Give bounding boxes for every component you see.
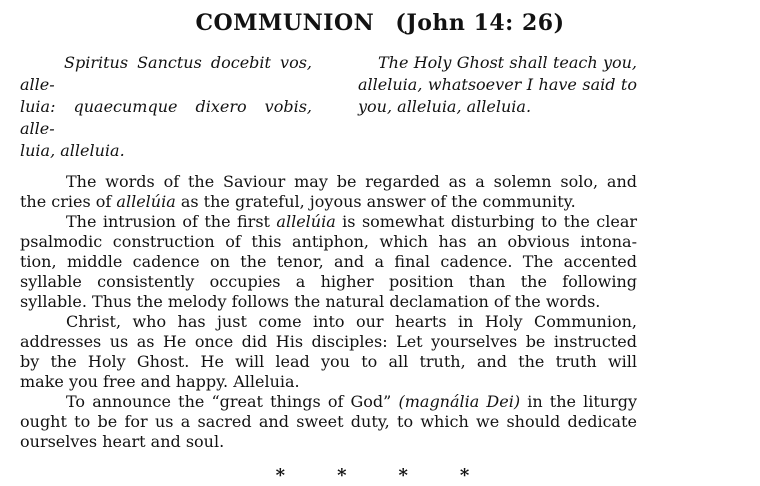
paragraph-3 [20, 312, 637, 392]
paragraph-2 [20, 212, 637, 312]
antiphon-latin-line: luia, alleluia. [20, 141, 125, 160]
antiphon-english [358, 52, 637, 162]
asterisk: * [337, 465, 347, 486]
section-divider [20, 466, 681, 486]
text-line: tion, middle cadence on the tenor, and a final cadence. The accented [20, 252, 637, 271]
text-line: syllable. Thus the melody follows the natural declamation of the words. [20, 292, 601, 311]
paragraph-4 [20, 392, 637, 452]
text-line: Christ, who has just come into our hearts in Holy Communion, [66, 312, 637, 331]
text-line: the cries of allelúia as the grateful, joyous answer of the community. [20, 192, 576, 211]
text-line: ourselves heart and soul. [20, 432, 225, 451]
text-line: addresses us as He once did His disciples: Let yourselves be instructed [20, 332, 637, 351]
text-line: The words of the Saviour may be regarded as a solemn solo, and [66, 172, 637, 191]
antiphon-section [20, 52, 637, 162]
page-header [0, 0, 760, 36]
antiphon-english-line: alleluia, whatsoever I have said to [358, 75, 637, 94]
text-line: ought to be for us a sacred and sweet duty, to which we should dedicate [20, 412, 637, 431]
text-line: To announce the “great things of God” (magnália Dei) in the liturgy [66, 392, 637, 411]
text-line: make you free and happy. Alleluia. [20, 372, 300, 391]
text-line: The intrusion of the first allelúia is somewhat disturbing to the clear [66, 212, 638, 231]
asterisk: * [398, 465, 408, 486]
text-line: by the Holy Ghost. He will lead you to all truth, and the truth will [20, 352, 637, 371]
text-line: syllable consistently occupies a higher position than the following [20, 272, 637, 291]
antiphon-english-line: you, alleluia, alleluia. [358, 97, 532, 116]
commentary-section [20, 172, 637, 452]
antiphon-latin-line: luia: quaecumque dixero vobis, alle- [20, 97, 312, 138]
asterisk: * [459, 465, 470, 486]
asterisk: * [275, 465, 286, 486]
antiphon-english-line: The Holy Ghost shall teach you, [378, 53, 637, 72]
page-title: COMMUNION [195, 10, 375, 36]
text-line: psalmodic construction of this antiphon, which has an obvious intona- [20, 232, 637, 251]
paragraph-1 [20, 172, 637, 212]
antiphon-latin [20, 52, 312, 162]
page-title-reference: (John 14: 26) [395, 10, 565, 36]
antiphon-latin-line: Spiritus Sanctus docebit vos, alle- [20, 53, 312, 94]
